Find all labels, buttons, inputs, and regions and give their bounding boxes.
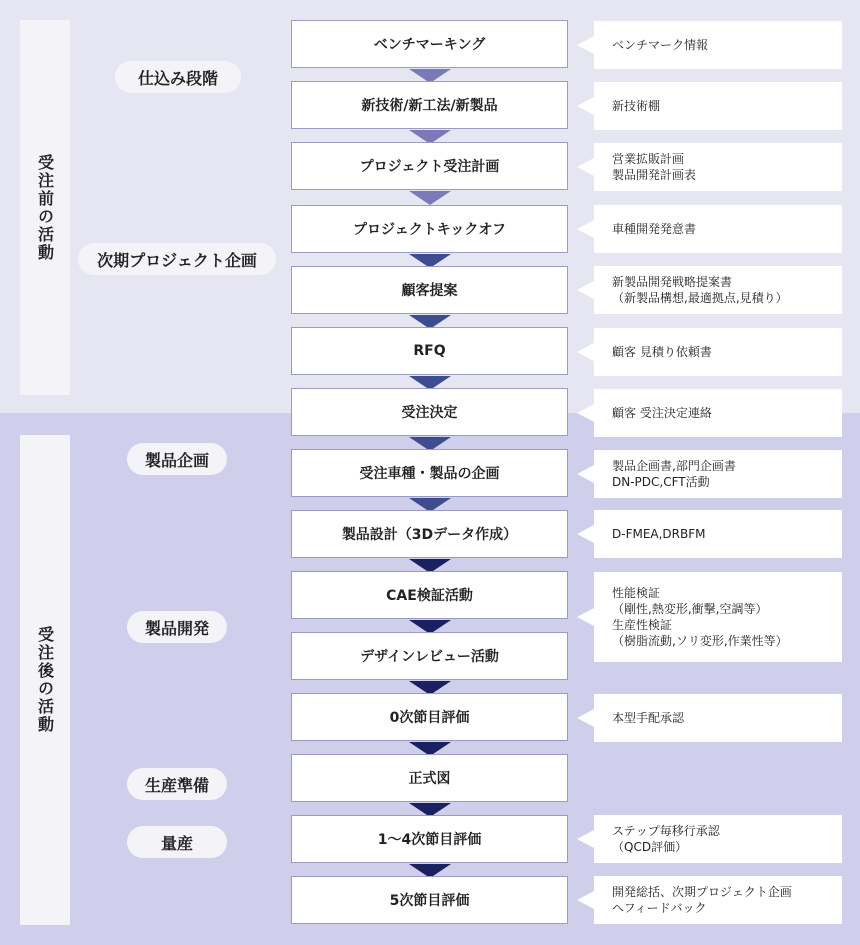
note-benchmark [594,21,842,69]
stage-seihin-kikaku: 製品企画 [127,443,227,475]
note-eval-0 [594,694,842,742]
note-line: 車種開発発意書 [612,222,697,236]
step-cae: CAE検証活動 [291,571,568,619]
phase-post-order-label: 受注後の活動 [35,626,55,734]
step-eval-1-4: 1〜4次節目評価 [291,815,568,863]
note-line: へフィードバック [612,901,707,915]
step-product-design: 製品設計（3Dデータ作成） [291,510,568,558]
note-line: 開発総括、次期プロジェクト企画 [612,885,792,899]
note-line: 生産性検証 [612,618,673,632]
step-order-plan: プロジェクト受注計画 [291,142,568,190]
phase-pre-order [20,20,70,395]
note-line: 営業拡販計画 [612,152,685,166]
note-cae-dr [594,572,842,662]
note-order-plan [594,143,842,191]
note-new-tech [594,82,842,130]
note-line: ベンチマーク情報 [612,38,709,52]
note-line: （新製品構想,最適拠点,見積り） [612,291,788,305]
stage-ryosan: 量産 [127,826,227,858]
note-line: DN-PDC,CFT活動 [612,475,710,489]
note-line: 顧客 見積り依頼書 [612,345,712,359]
note-line: 本型手配承認 [612,711,685,725]
step-design-review: デザインレビュー活動 [291,632,568,680]
step-product-planning: 受注車種・製品の企画 [291,449,568,497]
note-line: 製品企画書,部門企画書 [612,459,736,473]
note-kickoff [594,205,842,253]
step-eval-0: 0次節目評価 [291,693,568,741]
step-customer-proposal: 顧客提案 [291,266,568,314]
note-rfq [594,328,842,376]
note-order [594,389,842,437]
note-line: 新技術棚 [612,99,661,113]
note-line: 顧客 受注決定連絡 [612,406,712,420]
step-benchmarking: ベンチマーキング [291,20,568,68]
note-line: （剛性,熱変形,衝撃,空調等） [612,602,768,616]
step-official-drawing: 正式図 [291,754,568,802]
note-line: D-FMEA,DRBFM [612,527,706,541]
phase-pre-order-label: 受注前の活動 [35,153,55,262]
stage-shikomi: 仕込み段階 [115,61,241,93]
stage-seihin-kaihatsu: 製品開発 [127,611,227,643]
note-line: （QCD評価） [612,840,688,854]
note-line: ステップ毎移行承認 [612,824,720,838]
note-line: （樹脂流動,ソリ変形,作業性等） [612,634,788,648]
step-kickoff: プロジェクトキックオフ [291,205,568,253]
step-eval-5: 5次節目評価 [291,876,568,924]
stage-jiki-project: 次期プロジェクト企画 [78,243,276,275]
step-rfq: RFQ [291,327,568,375]
note-eval-1-4 [594,815,842,863]
note-eval-5 [594,876,842,924]
flow-arrow [409,191,451,205]
stage-seisan-junbi: 生産準備 [127,768,227,800]
phase-post-order [20,435,70,925]
step-new-tech: 新技術/新工法/新製品 [291,81,568,129]
note-line: 製品開発計画表 [612,168,697,182]
note-line: 新製品開発戦略提案書 [612,275,733,289]
note-design [594,510,842,558]
note-line: 性能検証 [612,586,661,600]
note-planning [594,450,842,498]
note-proposal [594,266,842,314]
step-order-decision: 受注決定 [291,388,568,436]
